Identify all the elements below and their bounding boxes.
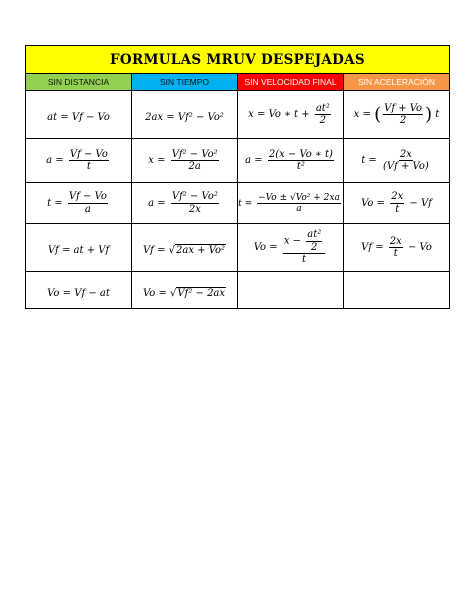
formula-cell: t = $\frac{2x}{(Vf + Vo)}$ xyxy=(344,139,450,183)
header-sin-distancia: SIN DISTANCIA xyxy=(26,74,132,91)
header-sin-aceleracion: SIN ACELERACIÓN xyxy=(344,74,450,91)
formula-cell: a = $\frac{2(x - Vo ∗ t)}{\text{t²}}$ xyxy=(238,139,344,183)
formula-cell: a = $\frac{\text{Vf² − Vo²}}{2x}$ xyxy=(132,183,238,224)
header-sin-tiempo: SIN TIEMPO xyxy=(132,74,238,91)
formula-cell: Vf = at + Vf xyxy=(26,224,132,272)
formula-cell: x = ( $\frac{Vf + Vo}{2}$ ) t xyxy=(344,91,450,139)
formula-cell: Vo = Vf − at xyxy=(26,272,132,309)
formula-cell: Vo = √Vf² − 2ax xyxy=(132,272,238,309)
header-sin-velocidad-final: SIN VELOCIDAD FINAL xyxy=(238,74,344,91)
formula-cell: Vo = x − $\frac{\text{at²}}{2}$ t xyxy=(238,224,344,272)
formula-cell: a = $\frac{Vf - Vo}{t}$ xyxy=(26,139,132,183)
formulas-table xyxy=(25,45,450,309)
formula-cell: at = Vf − Vo xyxy=(26,91,132,139)
empty-cell xyxy=(238,272,344,309)
formula-cell: t = $\frac{\text{−Vo ± √Vo² + 2xa}}{a}$ xyxy=(238,183,344,224)
table-title: FORMULAS MRUV DESPEJADAS xyxy=(26,46,450,74)
formula-cell: Vf = √2ax + Vo² xyxy=(132,224,238,272)
formula-cell: t = $\frac{Vf - Vo}{a}$ xyxy=(26,183,132,224)
empty-cell xyxy=(344,272,450,309)
formula-cell: Vo = $\frac{2x}{t}$ − Vf xyxy=(344,183,450,224)
formula-cell: 2ax = Vf² − Vo² xyxy=(132,91,238,139)
formula-cell: x = Vo ∗ t + $\frac{\text{at²}}{2}$ xyxy=(238,91,344,139)
formula-cell: x = $\frac{\text{Vf² − Vo²}}{2a}$ xyxy=(132,139,238,183)
formula-cell: Vf = $\frac{2x}{t}$ − Vo xyxy=(344,224,450,272)
